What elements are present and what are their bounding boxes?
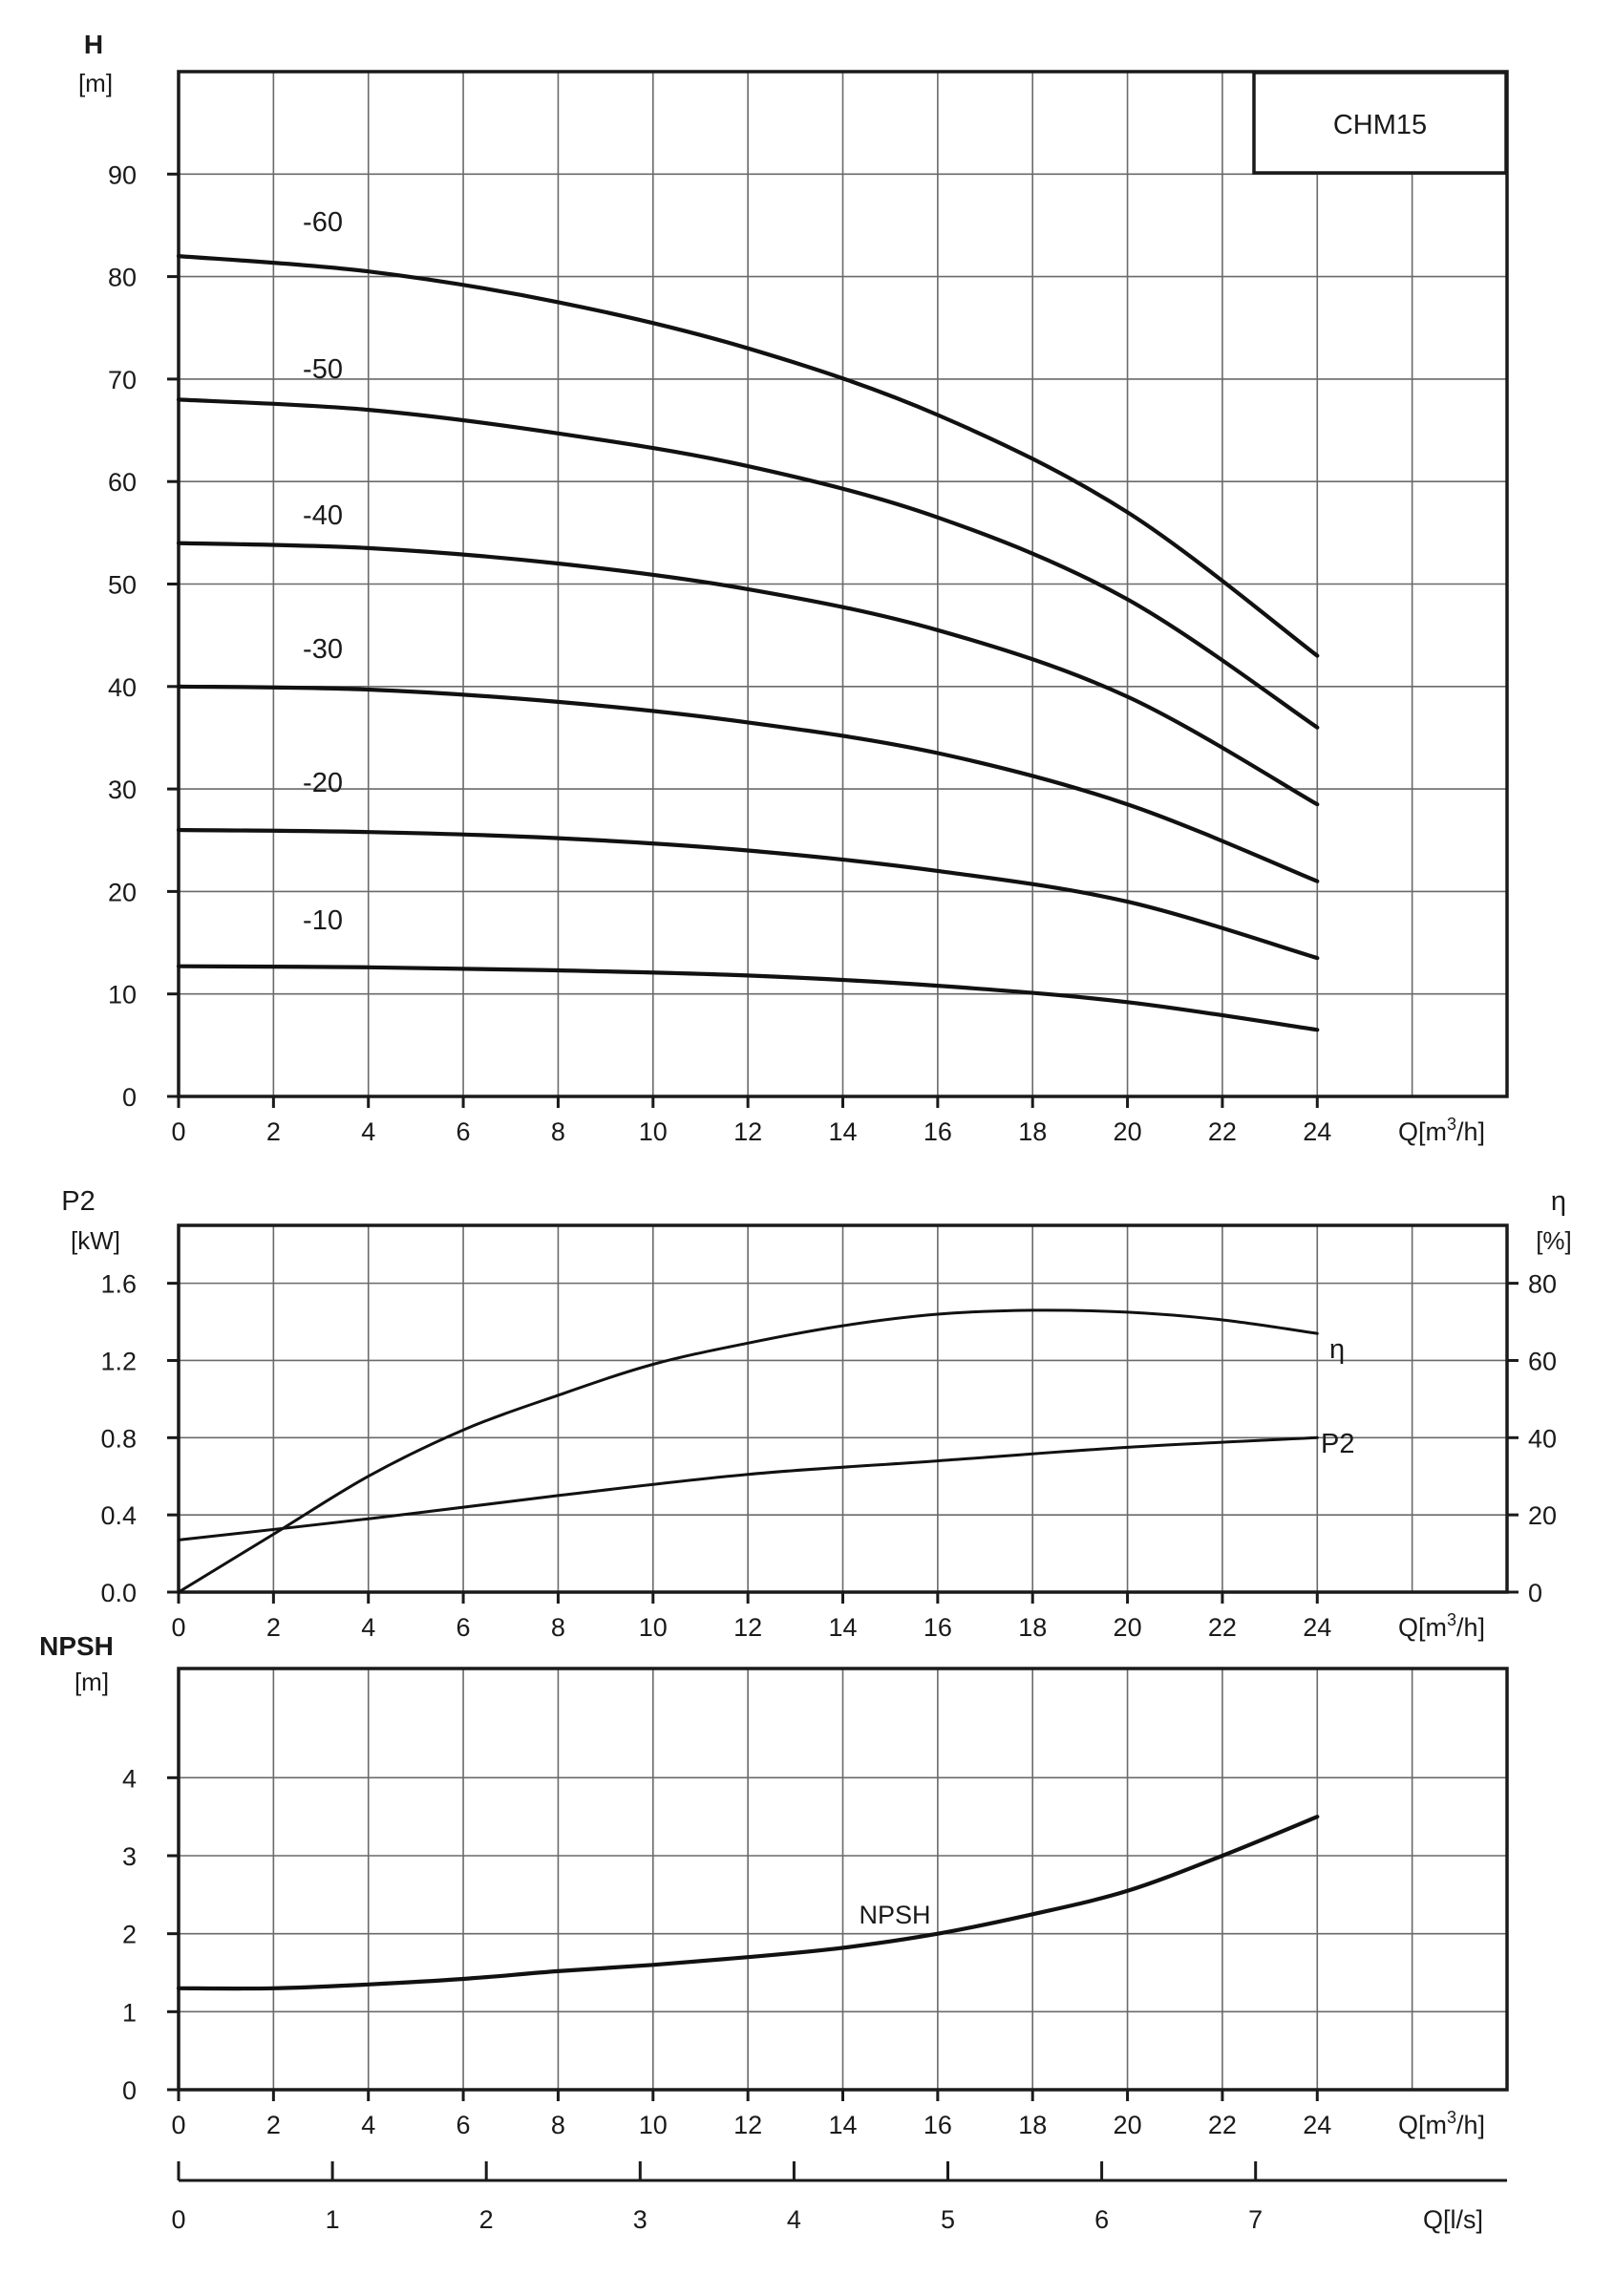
y-tick-label: 0.4 xyxy=(100,1501,137,1531)
x-tick-label: 20 xyxy=(1113,1613,1142,1642)
y2-tick-label: 0 xyxy=(1528,1579,1543,1607)
flow-litres-axis-label: Q[l/s] xyxy=(1423,2205,1484,2234)
x-tick-label: 8 xyxy=(550,2111,565,2139)
y2-axis-label: η xyxy=(1550,1186,1567,1217)
y-tick-label: 80 xyxy=(107,263,137,292)
flow-litres-tick-label: 3 xyxy=(632,2205,648,2234)
y-axis-unit: [m] xyxy=(77,69,114,97)
y2-tick-label: 20 xyxy=(1528,1501,1558,1531)
y-tick-label: 50 xyxy=(107,570,137,600)
x-tick-label: 10 xyxy=(638,1117,668,1146)
panel-power-efficiency xyxy=(61,1186,1572,1642)
x-tick-label: 24 xyxy=(1303,1117,1332,1146)
flow-litres-tick-label: 2 xyxy=(478,2205,494,2234)
x-tick-label: 0 xyxy=(171,2111,186,2139)
y-tick-label: 90 xyxy=(107,160,137,190)
chart-title: CHM15 xyxy=(1332,110,1428,140)
y-tick-label: 70 xyxy=(107,365,137,394)
series-label: -50 xyxy=(303,354,343,385)
x-tick-label: 12 xyxy=(733,2111,763,2139)
flow-litres-tick-label: 4 xyxy=(786,2205,801,2234)
x-tick-label: 0 xyxy=(171,1613,186,1642)
y-tick-label: 40 xyxy=(107,672,137,702)
y-tick-label: 0.0 xyxy=(100,1579,137,1607)
x-tick-label: 16 xyxy=(923,1613,952,1642)
x-tick-label: 10 xyxy=(638,1613,668,1642)
x-tick-label: 16 xyxy=(923,1117,952,1146)
y-tick-label: 1.2 xyxy=(100,1347,137,1376)
x-axis-label: $Q[m^3/h]$ xyxy=(1398,2108,1486,2139)
y-axis-label: H xyxy=(83,30,104,59)
x-tick-label: 6 xyxy=(456,1613,471,1642)
x-tick-label: 8 xyxy=(550,1117,565,1146)
y-axis-unit: [m] xyxy=(74,1668,110,1696)
flow-litres-tick-label: 7 xyxy=(1248,2205,1264,2234)
x-axis-label: $Q[m^3/h]$ xyxy=(1398,1115,1486,1146)
flow-litres-tick-label: 0 xyxy=(171,2205,186,2234)
series-label: -60 xyxy=(303,207,343,238)
x-tick-label: 24 xyxy=(1303,2111,1332,2139)
flow-litres-tick-label: 5 xyxy=(940,2205,956,2234)
x-tick-label: 0 xyxy=(171,1117,186,1146)
x-tick-label: 12 xyxy=(733,1117,763,1146)
x-tick-label: 16 xyxy=(923,2111,952,2139)
series-label: -30 xyxy=(303,634,343,665)
x-tick-label: 6 xyxy=(456,1117,471,1146)
series-label: -10 xyxy=(303,905,343,936)
x-tick-label: 12 xyxy=(733,1613,763,1642)
x-tick-label: 20 xyxy=(1113,2111,1142,2139)
y-tick-label: 0 xyxy=(121,1083,137,1112)
panel-npsh xyxy=(39,1631,1507,2139)
x-tick-label: 22 xyxy=(1207,1117,1237,1146)
y-tick-label: 0 xyxy=(121,2076,137,2105)
y2-axis-unit: [%] xyxy=(1536,1226,1572,1255)
y-axis-label: P2 xyxy=(61,1186,96,1217)
y-tick-label: 0.8 xyxy=(100,1424,137,1454)
x-tick-label: 4 xyxy=(361,1117,376,1146)
y2-tick-label: 80 xyxy=(1528,1269,1558,1299)
power-label: P2 xyxy=(1321,1429,1355,1459)
y-tick-label: 60 xyxy=(107,468,137,498)
y2-tick-label: 40 xyxy=(1528,1424,1558,1454)
panel-head xyxy=(78,30,1507,1146)
x-tick-label: 14 xyxy=(828,2111,858,2139)
y-tick-label: 4 xyxy=(121,1764,137,1794)
x-tick-label: 18 xyxy=(1018,1117,1048,1146)
x-tick-label: 10 xyxy=(638,2111,668,2139)
x-tick-label: 2 xyxy=(265,2111,281,2139)
y-tick-label: 1 xyxy=(121,1998,137,2028)
x-tick-label: 6 xyxy=(456,2111,471,2139)
x-tick-label: 14 xyxy=(828,1117,858,1146)
x-tick-label: 20 xyxy=(1113,1117,1142,1146)
x-tick-label: 4 xyxy=(361,2111,376,2139)
x-tick-label: 18 xyxy=(1018,1613,1048,1642)
flow-litres-tick-label: 1 xyxy=(325,2205,340,2234)
x-tick-label: 18 xyxy=(1018,2111,1048,2139)
efficiency-label: η xyxy=(1329,1334,1346,1365)
npsh-label: NPSH xyxy=(859,1901,931,1929)
y-tick-label: 1.6 xyxy=(100,1269,137,1299)
y-tick-label: 30 xyxy=(107,776,137,805)
x-tick-label: 24 xyxy=(1303,1613,1332,1642)
x-tick-label: 14 xyxy=(828,1613,858,1642)
x-tick-label: 22 xyxy=(1207,1613,1237,1642)
x-tick-label: 2 xyxy=(265,1613,281,1642)
x-tick-label: 4 xyxy=(361,1613,376,1642)
flow-litres-tick-label: 6 xyxy=(1094,2205,1110,2234)
x-tick-label: 8 xyxy=(550,1613,565,1642)
y-tick-label: 20 xyxy=(107,878,137,907)
y2-tick-label: 60 xyxy=(1528,1347,1558,1376)
y-axis-label: NPSH xyxy=(39,1631,114,1661)
x-tick-label: 22 xyxy=(1207,2111,1237,2139)
flow-litres-axis xyxy=(171,2161,1507,2234)
x-axis-label: $Q[m^3/h]$ xyxy=(1398,1610,1486,1642)
y-tick-label: 2 xyxy=(121,1920,137,1949)
y-axis-unit: [kW] xyxy=(71,1226,120,1255)
series-label: -40 xyxy=(303,500,343,531)
y-tick-label: 10 xyxy=(107,980,137,1010)
series-label: -20 xyxy=(303,768,343,798)
y-tick-label: 3 xyxy=(121,1842,137,1871)
x-tick-label: 2 xyxy=(265,1117,281,1146)
